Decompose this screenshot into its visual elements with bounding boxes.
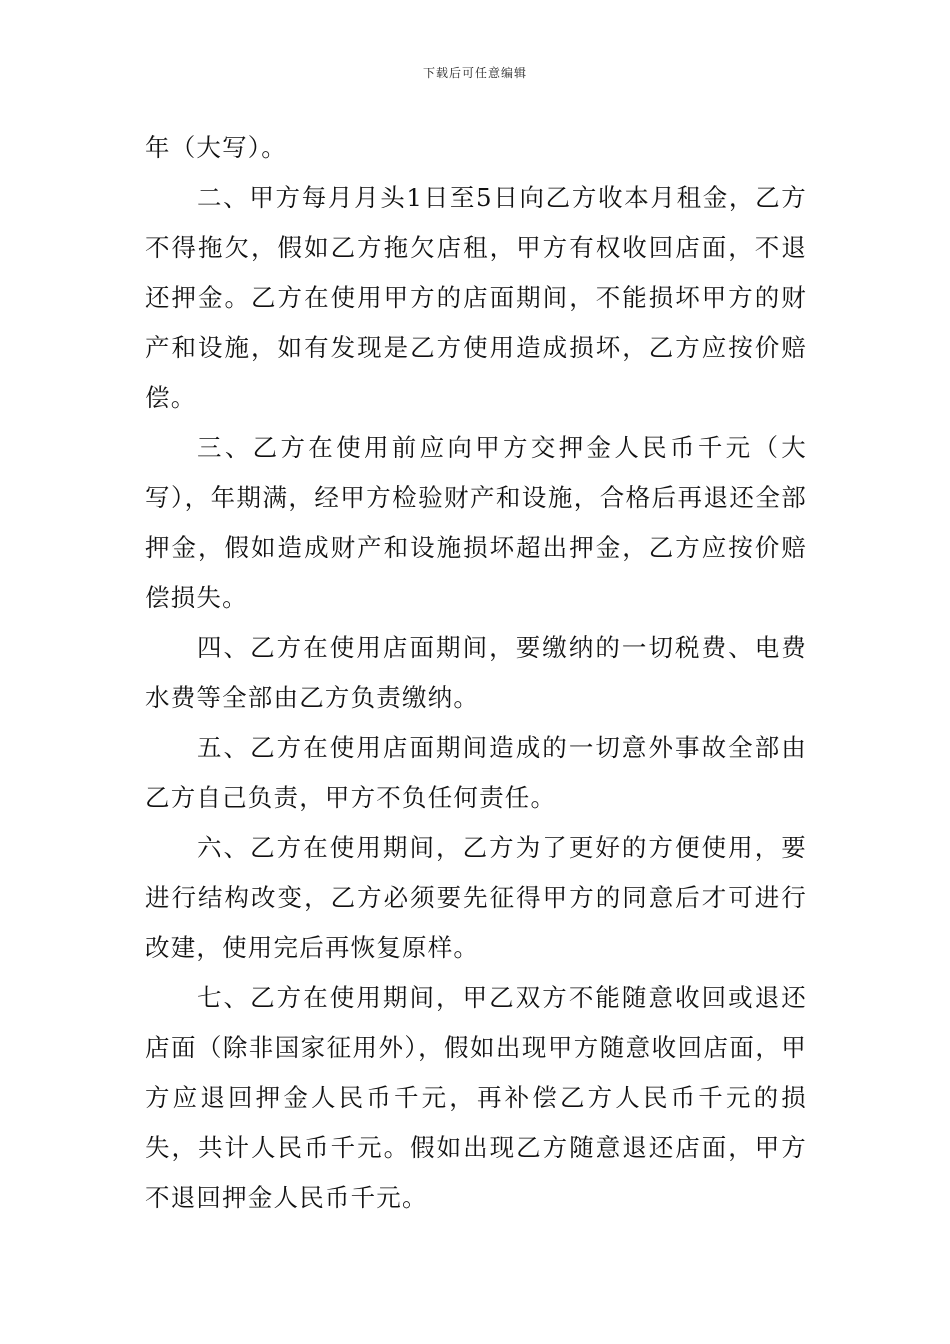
paragraph-clause-4: 四、乙方在使用店面期间，要缴纳的一切税费、电费水费等全部由乙方负责缴纳。	[145, 633, 807, 712]
paragraph-clause-5: 五、乙方在使用店面期间造成的一切意外事故全部由乙方自己负责，甲方不负任何责任。	[145, 733, 807, 812]
paragraph-clause-3: 三、乙方在使用前应向甲方交押金人民币千元（大写），年期满，经甲方检验财产和设施，合格后再退还全部押金，假如造成财产和设施损坏超出押金，乙方应按价赔偿损失。	[145, 433, 807, 612]
document-body	[145, 123, 807, 1223]
paragraph-continuation: 年（大写）。	[145, 133, 287, 162]
page-header-note: 下载后可任意编辑	[422, 66, 527, 80]
paragraph-clause-2: 二、甲方每月月头1日至5日向乙方收本月租金，乙方不得拖欠，假如乙方拖欠店租，甲方有权收回店面，不退还押金。乙方在使用甲方的店面期间，不能损坏甲方的财产和设施，如有发现是乙方使用造成损坏，乙方应按价赔偿。	[145, 183, 807, 412]
paragraph-clause-7: 七、乙方在使用期间，甲乙双方不能随意收回或退还店面（除非国家征用外），假如出现甲方随意收回店面，甲方应退回押金人民币千元，再补偿乙方人民币千元的损失，共计人民币千元。假如出现乙方随意退还店面，甲方不退回押金人民币千元。	[145, 983, 807, 1212]
paragraph-clause-6: 六、乙方在使用期间，乙方为了更好的方便使用，要进行结构改变，乙方必须要先征得甲方的同意后才可进行改建，使用完后再恢复原样。	[145, 833, 807, 962]
